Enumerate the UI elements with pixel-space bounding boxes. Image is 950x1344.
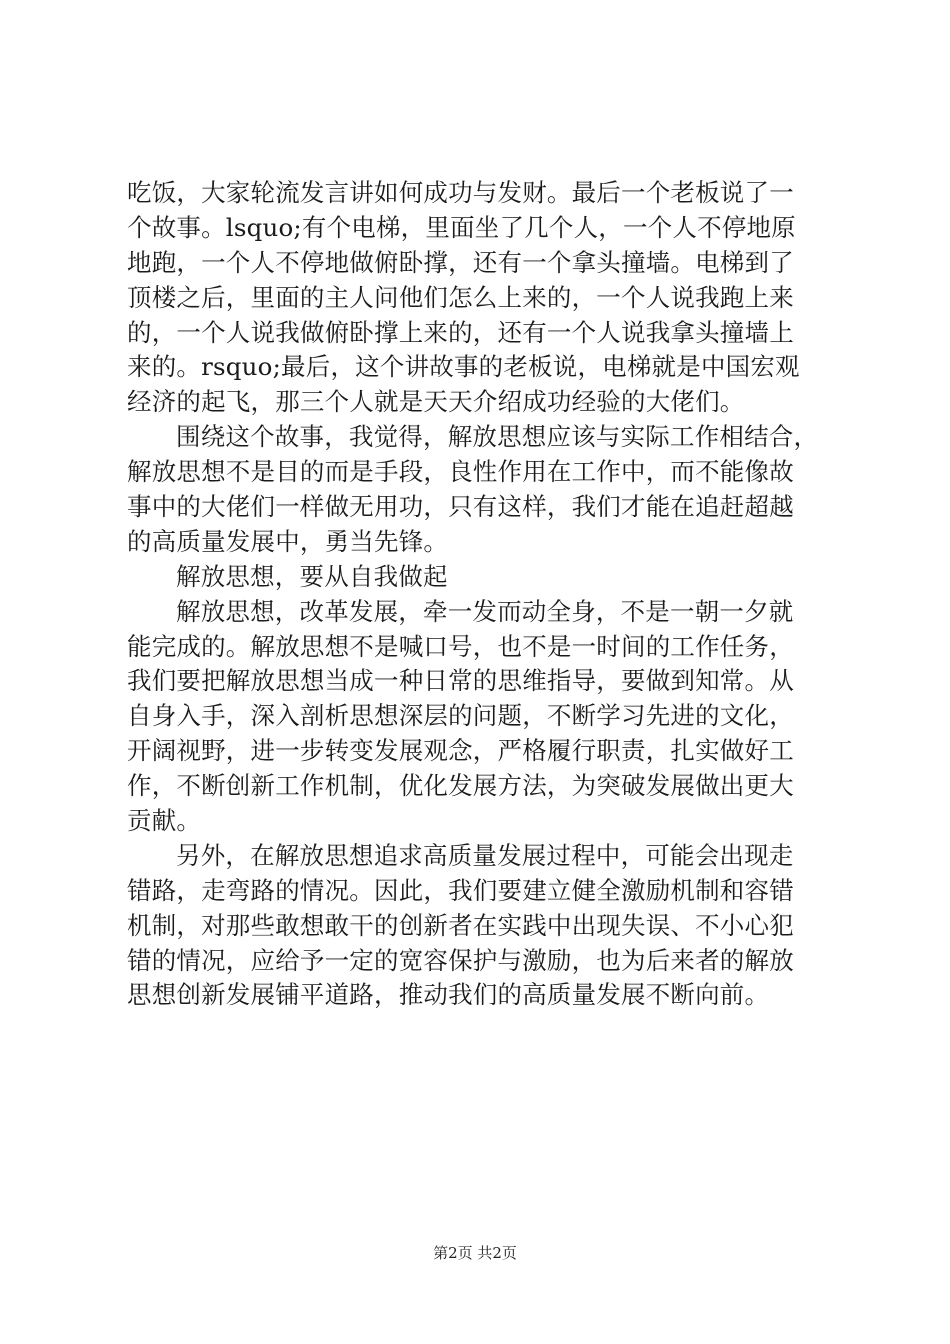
text-line: 的高质量发展中，勇当先锋。 — [127, 526, 449, 556]
text-line: 地跑，一个人不停地做俯卧撑，还有一个拿头撞墙。电梯到了 — [127, 247, 794, 277]
text-line: 事中的大佬们一样做无用功，只有这样，我们才能在追赶超越 — [127, 492, 794, 522]
text-line: 经济的起飞，那三个人就是天天介绍成功经验的大佬们。 — [127, 387, 745, 417]
text-line: 的，一个人说我做俯卧撑上来的，还有一个人说我拿头撞墙上 — [127, 317, 794, 347]
text-line: 我们要把解放思想当成一种日常的思维指导，要做到知常。从 — [127, 666, 794, 696]
text-line: 开阔视野，进一步转变发展观念，严格履行职责，扎实做好工 — [127, 736, 794, 766]
text-line: 错路，走弯路的情况。因此，我们要建立健全激励机制和容错 — [127, 875, 794, 905]
text-line: 自身入手，深入剖析思想深层的问题，不断学习先进的文化， — [127, 701, 794, 731]
text-line: 吃饭，大家轮流发言讲如何成功与发财。最后一个老板说了一 — [127, 178, 794, 207]
paragraph-start-line: 另外，在解放思想追求高质量发展过程中，可能会出现走 — [176, 840, 794, 870]
text-line: 机制，对那些敢想敢干的创新者在实践中出现失误、不小心犯 — [127, 910, 794, 940]
text-line: 思想创新发展铺平道路，推动我们的高质量发展不断向前。 — [127, 980, 770, 1010]
text-line: 解放思想不是目的而是手段，良性作用在工作中，而不能像故 — [127, 457, 794, 487]
text-line: 贡献。 — [127, 806, 202, 836]
text-line: 个故事。lsquo;有个电梯，里面坐了几个人，一个人不停地原 — [127, 212, 796, 242]
paragraph-start-line: 解放思想，改革发展，牵一发而动全身，不是一朝一夕就 — [176, 596, 794, 626]
text-line: 作，不断创新工作机制，优化发展方法，为突破发展做出更大 — [127, 771, 794, 801]
text-line: 来的。rsquo;最后，这个讲故事的老板说，电梯就是中国宏观 — [127, 352, 800, 382]
text-line: 错的情况，应给予一定的宽容保护与激励，也为后来者的解放 — [127, 945, 794, 975]
text-line: 能完成的。解放思想不是喊口号，也不是一时间的工作任务， — [127, 631, 794, 661]
body-text — [127, 176, 847, 1013]
paragraph-start-line: 围绕这个故事，我觉得，解放思想应该与实际工作相结合， — [176, 422, 819, 452]
section-heading: 解放思想，要从自我做起 — [176, 561, 448, 591]
text-line: 顶楼之后，里面的主人问他们怎么上来的，一个人说我跑上来 — [127, 282, 794, 312]
page-number-footer: 第2页 共2页 — [433, 1244, 517, 1262]
